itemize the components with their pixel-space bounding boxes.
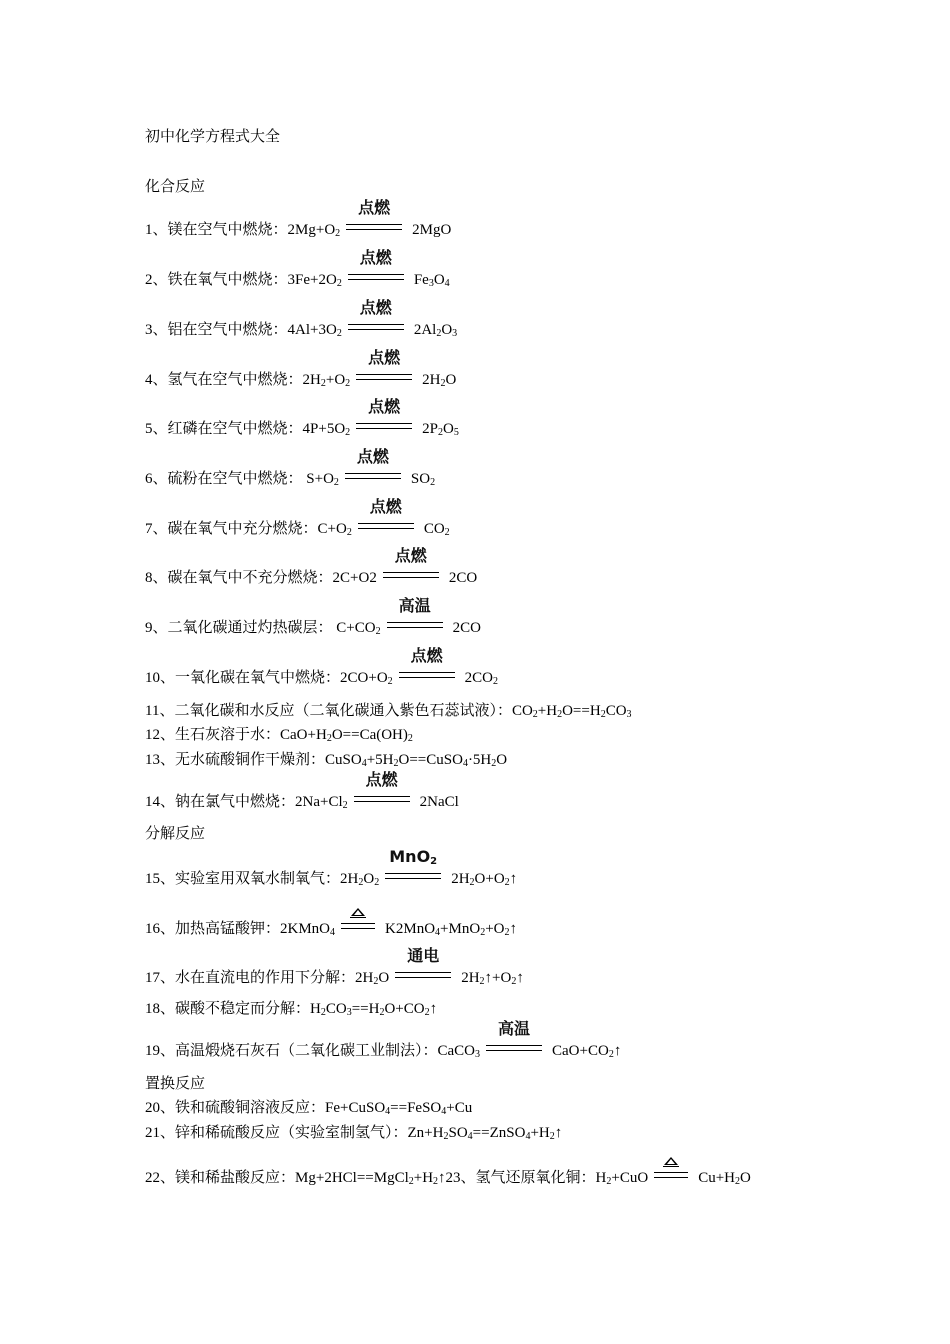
equation-line: [145, 497, 450, 538]
equation-reactants: $Zn+H_2SO_4==ZnSO_4+H_2↑$: [407, 1125, 563, 1142]
equation-reactants: $S+O_2$: [302, 471, 339, 488]
document-title: 初中化学方程式大全: [145, 129, 281, 145]
equation-products: $2CO_2$: [464, 670, 498, 687]
equation-products: $Cu+H_2O$: [698, 1170, 751, 1187]
equation-label: 9、二氧化碳通过灼热碳层：: [145, 620, 333, 636]
equation-label: 20、铁和硫酸铜溶液反应：: [145, 1100, 326, 1116]
condition-label: 高温: [498, 1019, 531, 1038]
equation-reactants: $3Fe+2O_2$: [287, 272, 342, 289]
double-line-equals-icon: [385, 873, 441, 879]
reaction-condition: [383, 546, 439, 582]
equation-label: 14、钠在氯气中燃烧：: [145, 794, 296, 810]
reaction-condition: [354, 770, 410, 806]
equation-reactants: 2KMnO$_4$: [280, 921, 336, 938]
equation-line: [145, 596, 481, 637]
condition-label: 点燃: [410, 646, 443, 665]
equation-label: 7、碳在氧气中充分燃烧：: [145, 521, 318, 537]
equation-label: 5、红磷在空气中燃烧：: [145, 421, 303, 437]
equation-label: 4、氢气在空气中燃烧：: [145, 372, 303, 388]
equation-products: $2H_2O+O_2↑$: [451, 871, 518, 888]
double-line-equals-icon: [356, 374, 412, 380]
reaction-condition: [348, 248, 404, 284]
equation-line: [145, 198, 452, 239]
condition-label: 高温: [398, 596, 431, 615]
equation-line: [145, 702, 632, 720]
equation-line: [145, 847, 518, 888]
equation-label: 17、水在直流电的作用下分解：: [145, 970, 356, 986]
equation-line: [145, 298, 458, 339]
double-line-equals-icon: [356, 423, 412, 429]
equation-label: 1、镁在空气中燃烧：: [145, 222, 288, 238]
equation-line: [145, 946, 524, 987]
equation-products: $CaO+CO_2↑$: [552, 1043, 622, 1060]
condition-label: 点燃: [368, 397, 401, 416]
equation-products: $2H_2↑+O_2↑$: [461, 970, 524, 987]
double-line-equals-icon: [358, 523, 414, 529]
equation-products: $2P_2O_5$: [422, 421, 459, 438]
condition-label: 点燃: [359, 248, 392, 267]
reaction-condition: [348, 298, 404, 334]
equation-products: $SO_2$: [410, 471, 436, 488]
equation-products: $2Al_2O_3$: [413, 322, 458, 339]
condition-label: 点燃: [356, 447, 389, 466]
section-heading-combination: 化合反应: [145, 179, 206, 195]
equation-label: 10、一氧化碳在氧气中燃烧：: [145, 670, 341, 686]
reaction-condition: [387, 596, 443, 632]
equation-reactants: $2CO+O_2$: [340, 670, 393, 687]
equation-reactants: Fe+CuSO$_4$==FeSO$_4$+Cu: [325, 1100, 473, 1117]
equation-reactants: $C+O_2$: [317, 521, 352, 538]
equation-line: [145, 1019, 622, 1060]
equation-label: 13、无水硫酸铜作干燥剂：: [145, 752, 326, 768]
equation-products: 2CO: [452, 620, 481, 636]
equation-label: 16、加热高锰酸钾：: [145, 921, 281, 937]
reaction-condition: [346, 198, 402, 234]
section-heading-decomposition: 分解反应: [145, 826, 206, 842]
equation-line: [145, 447, 436, 488]
condition-label: 通电: [407, 946, 440, 965]
equation-line: [145, 770, 459, 811]
heat-symbol-icon: [664, 1157, 678, 1165]
equation-reactants: $C+CO_2$: [332, 620, 381, 637]
double-line-equals-icon: [654, 1172, 688, 1178]
equation-label: 18、碳酸不稳定而分解：: [145, 1001, 311, 1017]
reaction-condition: [356, 397, 412, 433]
equation-reactants: $H_2CO_3==H_2O+CO_2↑$: [310, 1001, 438, 1018]
reaction-condition: [486, 1019, 542, 1055]
equation-label: 12、生石灰溶于水：: [145, 727, 281, 743]
condition-label: 点燃: [359, 298, 392, 317]
reaction-condition: [385, 847, 441, 883]
equation-reactants: $Mg+2HCl==MgCl_2+H_2↑23$、氢气还原氧化铜：$H_2+CuO$: [295, 1170, 649, 1187]
double-line-equals-icon: [383, 572, 439, 578]
condition-label: 点燃: [394, 546, 427, 565]
condition-label: MnO$_2$: [389, 847, 438, 867]
equation-line: [145, 1124, 562, 1142]
equation-label: 3、铝在空气中燃烧：: [145, 322, 288, 338]
equation-reactants: $4P+5O_2$: [302, 421, 351, 438]
double-line-equals-icon: [348, 274, 404, 280]
condition-label: 点燃: [368, 348, 401, 367]
double-line-equals-icon: [354, 796, 410, 802]
equation-products: $2H_2O$: [422, 372, 457, 389]
equation-products: $CO_2$: [423, 521, 450, 538]
equation-label: 2、铁在氧气中燃烧：: [145, 272, 288, 288]
double-line-equals-icon: [341, 923, 375, 929]
equation-label: 11、二氧化碳和水反应（二氧化碳通入紫色石蕊试液）：: [145, 703, 512, 719]
double-line-equals-icon: [399, 672, 455, 678]
equation-label: 15、实验室用双氧水制氧气：: [145, 871, 341, 887]
reaction-condition: [395, 946, 451, 982]
equation-reactants: $2H_2O$: [355, 970, 390, 987]
equation-line: [145, 920, 517, 938]
equation-line: [145, 546, 478, 587]
equation-reactants: $CaO+H_2O==Ca(OH)_2$: [280, 727, 413, 744]
equation-products: 2CO: [448, 570, 478, 586]
condition-label: 点燃: [358, 198, 391, 217]
equation-reactants: $CuSO_4+5H_2O==CuSO_4\cdot 5H_2O$: [325, 752, 508, 769]
equation-line: [145, 248, 450, 289]
equation-reactants: $2H_2O_2$: [340, 871, 380, 888]
equation-products: $Fe_3O_4$: [413, 272, 450, 289]
equation-reactants: 2C+O2: [332, 570, 377, 586]
double-line-equals-icon: [387, 622, 443, 628]
equation-reactants: $2H_2+O_2$: [302, 372, 351, 389]
equation-label: 21、锌和稀硫酸反应（实验室制氢气）：: [145, 1125, 408, 1141]
equation-line: [145, 1169, 751, 1187]
equation-label: 8、碳在氧气中不充分燃烧：: [145, 570, 333, 586]
condition-label: 点燃: [365, 770, 398, 789]
reaction-condition: [356, 348, 412, 384]
reaction-condition: [654, 1172, 688, 1182]
reaction-condition: [341, 923, 375, 933]
double-line-equals-icon: [395, 972, 451, 978]
equation-reactants: CaCO$_3$: [437, 1043, 481, 1060]
equation-products: 2NaCl: [419, 794, 459, 810]
reaction-condition: [399, 646, 455, 682]
equation-line: [145, 751, 507, 769]
equation-reactants: $4Al+3O_2$: [287, 322, 342, 339]
equation-line: [145, 1000, 437, 1018]
equation-label: 19、高温煅烧石灰石（二氧化碳工业制法）：: [145, 1043, 438, 1059]
equation-line: [145, 646, 498, 687]
equation-label: 22、镁和稀盐酸反应：: [145, 1170, 296, 1186]
equation-reactants: $2Na+Cl_2$: [295, 794, 348, 811]
equation-line: [145, 348, 457, 389]
double-line-equals-icon: [345, 473, 401, 479]
equation-reactants: $CO_2+H_2O==H_2CO_3$: [511, 703, 632, 720]
reaction-condition: [345, 447, 401, 483]
double-line-equals-icon: [348, 324, 404, 330]
equation-products: 2MgO: [412, 222, 452, 238]
double-line-equals-icon: [346, 224, 402, 230]
equation-line: [145, 1099, 472, 1117]
double-line-equals-icon: [486, 1045, 542, 1051]
equation-reactants: $2Mg+O_2$: [287, 222, 341, 239]
equation-line: [145, 726, 413, 744]
heat-symbol-icon: [351, 908, 365, 916]
equation-products: $K2MnO_4+MnO_2+O_2↑$: [385, 921, 517, 938]
section-heading-displacement: 置换反应: [145, 1076, 206, 1092]
condition-label: 点燃: [369, 497, 402, 516]
equation-label: 6、硫粉在空气中燃烧：: [145, 471, 303, 487]
reaction-condition: [358, 497, 414, 533]
equation-line: [145, 397, 459, 438]
